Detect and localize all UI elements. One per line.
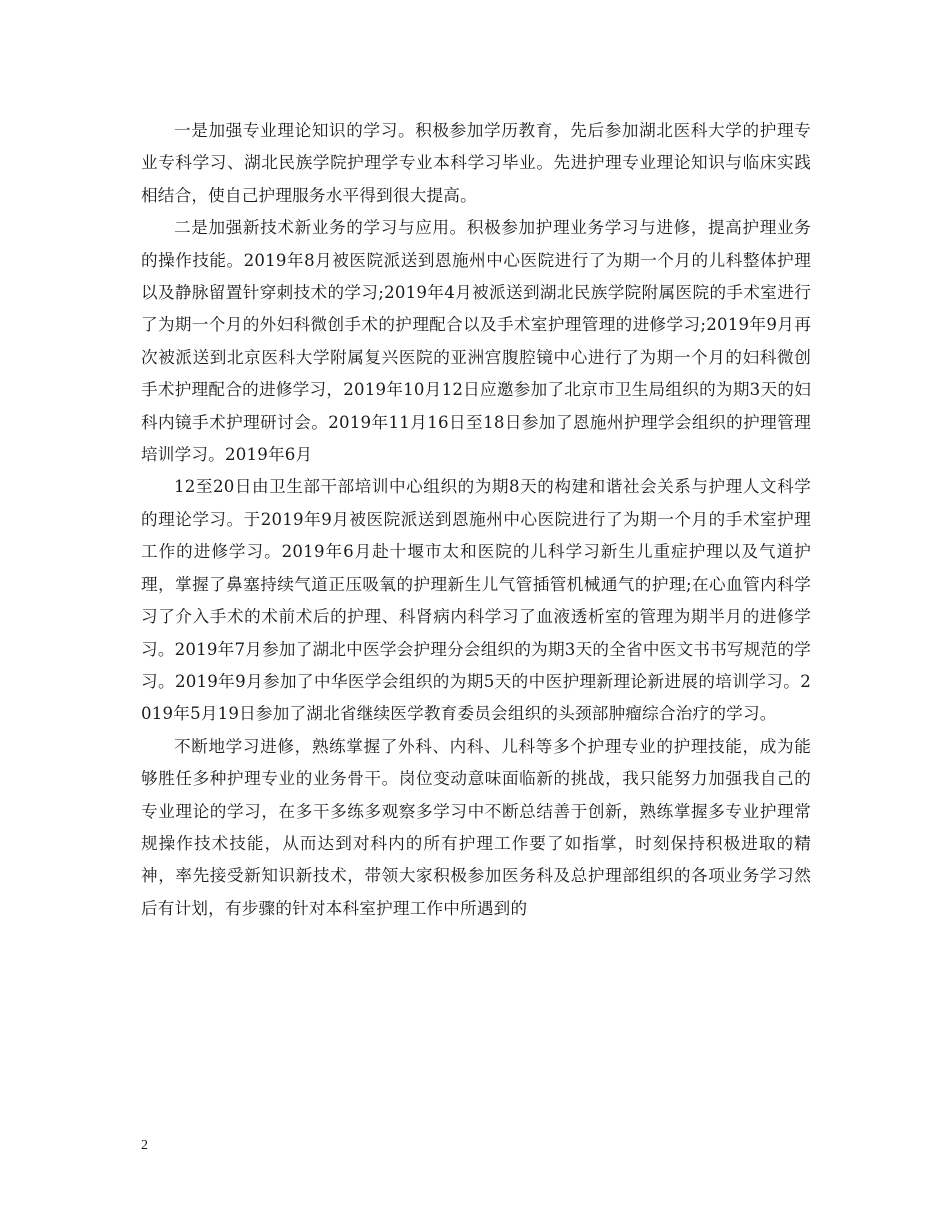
document-body (141, 115, 811, 925)
paragraph-2: 二是加强新技术新业务的学习与应用。积极参加护理业务学习与进修，提高护理业务的操作技能。2019年8月被医院派送到恩施州中心医院进行了为期一个月的儿科整体护理以及静脉留置针穿刺技术的学习;2019年4月被派送到湖北民族学院附属医院的手术室进行了为期一个月的外妇科微创手术的护理配合以及手术室护理管理的进修学习;2019年9月再次被派送到北京医科大学附属复兴医院的亚洲宫腹腔镜中心进行了为期一个月的妇科微创手术护理配合的进修学习，2019年10月12日应邀参加了北京市卫生局组织的为期3天的妇科内镜手术护理研讨会。2019年11月16日至18日参加了恩施州护理学会组织的护理管理培训学习。2019年6月 (141, 218, 811, 465)
paragraph-1: 一是加强专业理论知识的学习。积极参加学历教育，先后参加湖北医科大学的护理专业专科学习、湖北民族学院护理学专业本科学习毕业。先进护理专业理论知识与临床实践相结合，使自己护理服务水平得到很大提高。 (141, 121, 811, 205)
paragraph-4: 不断地学习进修，熟练掌握了外科、内科、儿科等多个护理专业的护理技能，成为能够胜任多种护理专业的业务骨干。岗位变动意味面临新的挑战，我只能努力加强我自己的专业理论的学习，在多干多练多观察多学习中不断总结善于创新，熟练掌握多专业护理常规操作技术技能，从而达到对科内的所有护理工作要了如指掌，时刻保持积极进取的精神，率先接受新知识新技术，带领大家积极参加医务科及总护理部组织的各项业务学习然后有计划，有步骤的针对本科室护理工作中所遇到的 (141, 736, 811, 918)
page-number: 2 (141, 1138, 148, 1153)
paragraph-3: 12至20日由卫生部干部培训中心组织的为期8天的构建和谐社会关系与护理人文科学的理论学习。于2019年9月被医院派送到恩施州中心医院进行了为期一个月的手术室护理工作的进修学习。2019年6月赴十堰市太和医院的儿科学习新生儿重症护理以及气道护理，掌握了鼻塞持续气道正压吸氧的护理新生儿气管插管机械通气的护理;在心血管内科学习了介入手术的术前术后的护理、科肾病内科学习了血液透析室的管理为期半月的进修学习。2019年7月参加了湖北中医学会护理分会组织的为期3天的全省中医文书书写规范的学习。2019年9月参加了中华医学会组织的为期5天的中医护理新理论新进展的培训学习。2019年5月19日参加了湖北省继续医学教育委员会组织的头颈部肿瘤综合治疗的学习。 (141, 477, 811, 724)
